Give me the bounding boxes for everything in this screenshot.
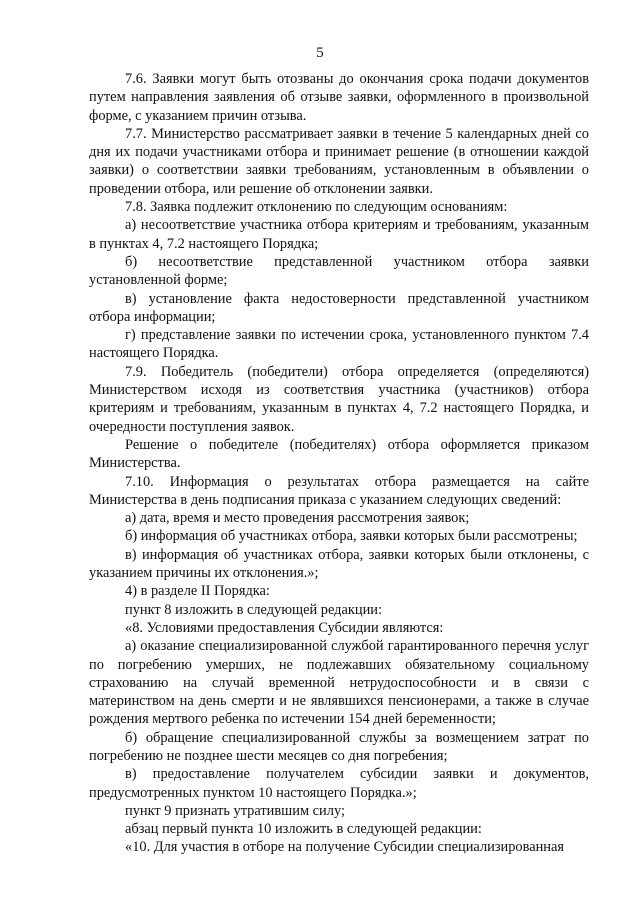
- paragraph-7-7: 7.7. Министерство рассматривает заявки в течение 5 календарных дней со дня их подачи участниками отбора и принимает решение (в отношении каждой заявки) о соответствии заявки требованиям, установленным в объявлении о проведении отбора, или решение об отклонении заявки.: [89, 125, 589, 197]
- paragraph-7-10-a: а) дата, время и место проведения рассмотрения заявок;: [125, 510, 470, 527]
- paragraph-7-10: 7.10. Информация о результатах отбора размещается на сайте Министерства в день подписания приказа с указанием следующих сведений:: [89, 473, 589, 508]
- paragraph-7-6: 7.6. Заявки могут быть отозваны до окончания срока подачи документов путем направления заявления об отзыве заявки, оформленного в произвольной форме, с указанием причин отзыва.: [89, 71, 589, 124]
- paragraph-point-10-edit: абзац первый пункта 10 изложить в следующей редакции:: [125, 821, 482, 838]
- paragraph-point-9: пункт 9 признать утратившим силу;: [125, 802, 345, 819]
- paragraph-8-a: а) оказание специализированной службой гарантированного перечня услуг по погребению умерших, не подлежавших обязательному социальному страхованию на случай временной нетрудоспособности и в связи с материнством на день смерти и не являвшихся пенсионерами, а также в случае рождения мертвого ребенка по истечении 154 дней беременности;: [89, 638, 589, 728]
- paragraph-7-8-v: в) установление факта недостоверности представленной участником отбора информации;: [89, 290, 589, 325]
- paragraph-7-10-b: б) информация об участниках отбора, заявки которых были рассмотрены;: [125, 528, 578, 545]
- paragraph-7-8-a: а) несоответствие участника отбора критериям и требованиям, указанным в пунктах 4, 7.2 настоящего Порядка;: [89, 217, 589, 252]
- paragraph-8: «8. Условиями предоставления Субсидии являются:: [125, 619, 444, 636]
- paragraph-7-8-g: г) представление заявки по истечении срока, установленного пунктом 7.4 настоящего Порядка.: [89, 327, 589, 362]
- paragraph-7-8-b: б) несоответствие представленной участником отбора заявки установленной форме;: [89, 253, 589, 289]
- document-body: [89, 70, 589, 857]
- paragraph-7-10-v: в) информация об участниках отбора, заявки которых были отклонены, с указанием причины их отклонения.»;: [89, 546, 589, 582]
- paragraph-section-2: 4) в разделе II Порядка:: [125, 583, 270, 600]
- paragraph-7-9: 7.9. Победитель (победители) отбора определяется (определяются) Министерством исходя из соответствия участника (участников) отбора критериям и требованиям, указанным в пунктах 4, 7.2 настоящего Порядка, и очередности поступления заявок.: [89, 363, 589, 435]
- paragraph-7-8: 7.8. Заявка подлежит отклонению по следующим основаниям:: [125, 199, 508, 216]
- paragraph-8-b: б) обращение специализированной службы за возмещением затрат по погребению не позднее шести месяцев со дня погребения;: [89, 729, 589, 764]
- paragraph-10: «10. Для участия в отборе на получение Субсидии специализированная: [125, 839, 565, 856]
- paragraph-decision: Решение о победителе (победителях) отбора оформляется приказом Министерства.: [89, 436, 589, 472]
- paragraph-8-v: в) предоставление получателем субсидии заявки и документов, предусмотренных пунктом 10 настоящего Порядка.»;: [89, 766, 589, 801]
- paragraph-point-8-edit: пункт 8 изложить в следующей редакции:: [125, 601, 382, 618]
- page-number: 5: [316, 45, 324, 61]
